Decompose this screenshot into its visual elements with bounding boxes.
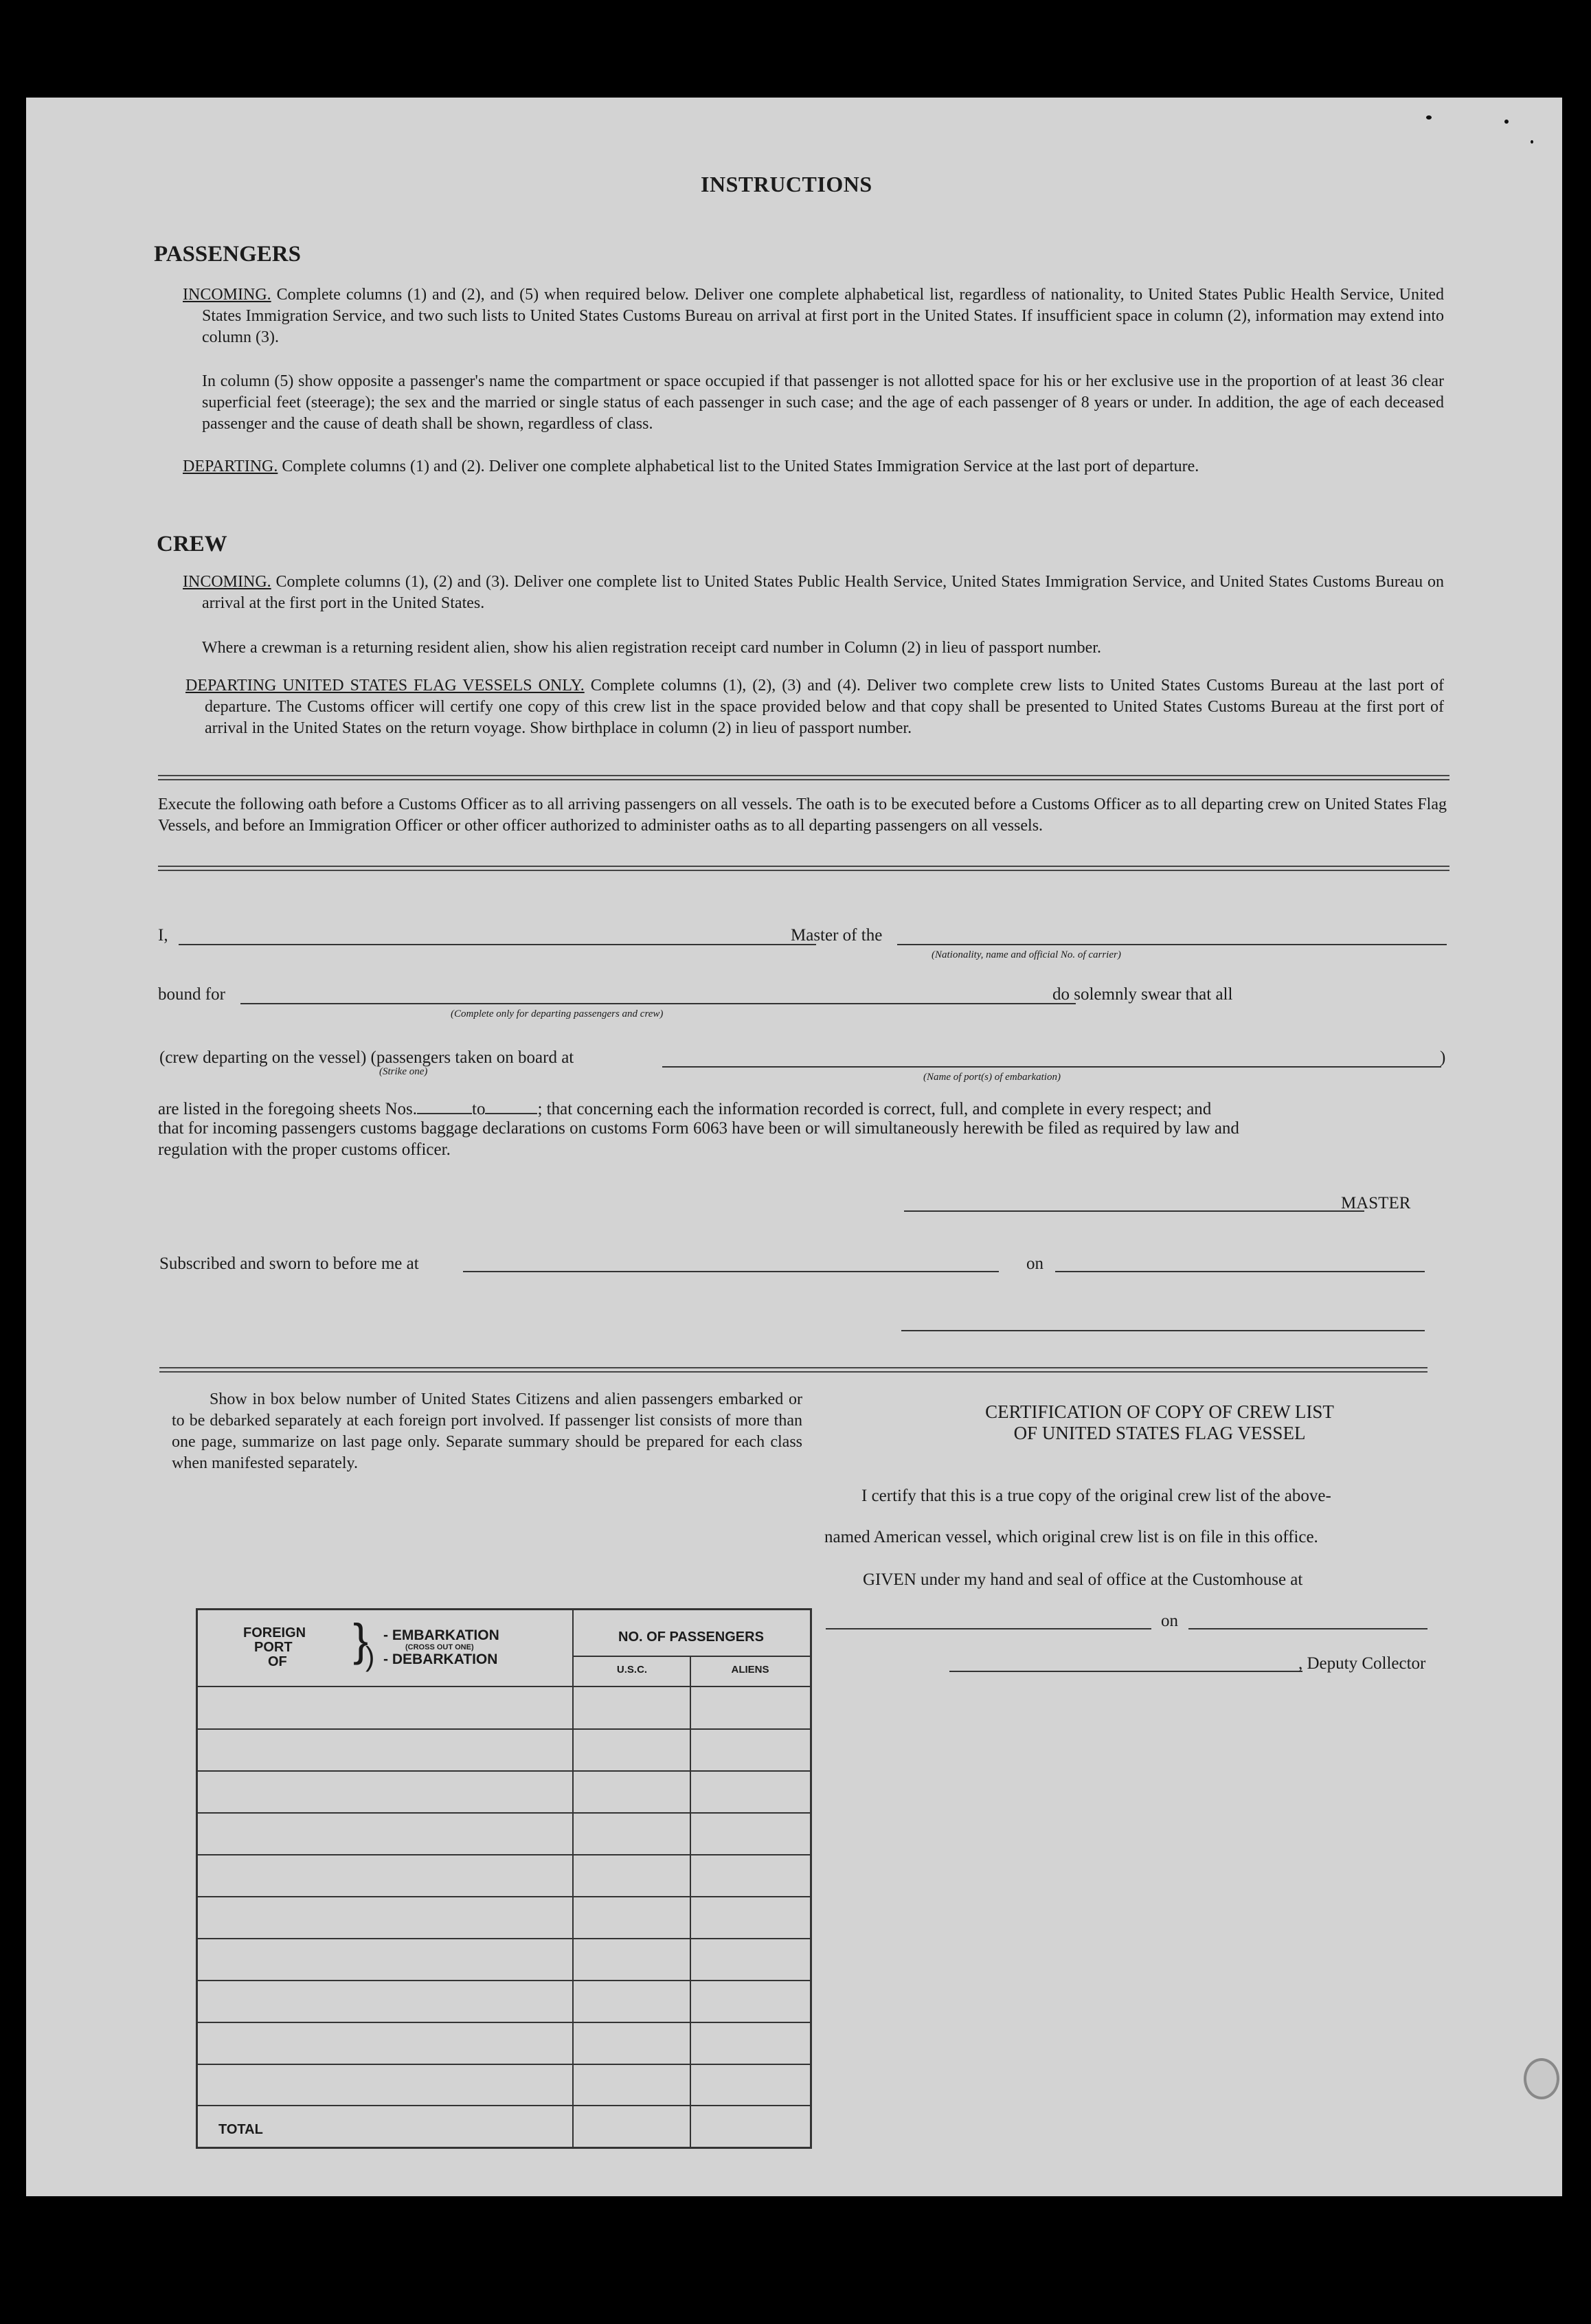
cert-date-field[interactable]	[1188, 1628, 1428, 1629]
cross-out-label: (CROSS OUT ONE)	[405, 1643, 474, 1651]
certification-title-line1: CERTIFICATION OF COPY OF CREW LIST	[985, 1401, 1334, 1422]
ports-caption: (Name of port(s) of embarkation)	[923, 1072, 1061, 1083]
table-row	[198, 1686, 810, 1687]
aliens-header: ALIENS	[731, 1664, 769, 1676]
passengers-departing-instructions	[183, 456, 1444, 477]
certify-line1: I certify that this is a true copy of the original crew list of the above-	[861, 1487, 1331, 1505]
passengers-column5-instructions: In column (5) show opposite a passenger's name the compartment or space occupied if that passenger is not allotted space for his or her exclusive use in the proportion of at least 36 clear superficial feet (steerage); the sex and the married or single status of each passenger in such case; and the age of each passenger of 8 years or under. In addition, the age of each deceased passenger and the cause of death shall be shown, regardless of class.	[202, 372, 1444, 433]
swear-label: do solemnly swear that all	[1052, 985, 1233, 1004]
deputy-signature-field[interactable]	[949, 1671, 1302, 1672]
crew-incoming-instructions	[183, 572, 1444, 614]
embarkation-label: - EMBARKATION	[383, 1627, 499, 1643]
sheet-to-field[interactable]	[485, 1098, 537, 1114]
table-column-divider	[572, 1610, 574, 2147]
of-label: OF	[268, 1654, 287, 1669]
listed-sheets-b: ; that concerning each the information recorded is correct, full, and complete in every respect; and	[537, 1100, 1212, 1118]
listed-sheets-text	[158, 1098, 1211, 1119]
crew-passengers-label: (crew departing on the vessel) (passengers taken on board at	[159, 1048, 574, 1067]
passengers-incoming-text: Complete columns (1) and (2), and (5) when required below. Deliver one complete alphabetical list, regardless of nationality, to United States Public Health Service, United States Immigration Service, and two such lists to United States Customs Bureau on arrival at first port in the United States. If insufficient space in column (2), information may extend into column (3).	[202, 286, 1444, 346]
passengers-departing-lead: DEPARTING.	[183, 458, 278, 475]
crew-resident-instructions: Where a crewman is a returning resident alien, show his alien registration receipt card number in Column (2) in lieu of passport number.	[202, 639, 1101, 657]
embarkation-ports-field[interactable]	[662, 1066, 1441, 1068]
deputy-collector-label: , Deputy Collector	[1298, 1654, 1426, 1673]
summary-instructions: Show in box below number of United States Citizens and alien passengers embarked or to be debarked separately at each foreign port involved. If passenger list consists of more than one page, summarize on last page only. Separate summary should be prepared for each class when manifested separately.	[172, 1390, 802, 1472]
scan-speck	[1426, 115, 1432, 120]
table-row	[198, 1938, 810, 1939]
crew-departing-lead: DEPARTING UNITED STATES FLAG VESSELS ONLY.	[185, 677, 585, 695]
scan-speck	[1531, 140, 1533, 144]
master-of-label: Master of the	[791, 926, 883, 945]
nationality-caption: (Nationality, name and official No. of carrier)	[932, 949, 1121, 960]
subscribed-label: Subscribed and sworn to before me at	[159, 1254, 419, 1273]
certify-line2: named American vessel, which original crew list is on file in this office.	[824, 1528, 1318, 1546]
crew-departing-instructions	[185, 675, 1444, 739]
listed-sheets-to: to	[472, 1100, 486, 1118]
passengers-incoming-instructions	[183, 284, 1444, 348]
officer-signature-field[interactable]	[901, 1330, 1425, 1331]
listed-sheets-line3: regulation with the proper customs officer.	[158, 1140, 451, 1159]
usc-header: U.S.C.	[616, 1664, 648, 1676]
total-label: TOTAL	[218, 2122, 263, 2137]
certification-title-line2: OF UNITED STATES FLAG VESSEL	[1013, 1423, 1306, 1443]
bound-for-label: bound for	[158, 985, 225, 1004]
sworn-on-label: on	[1026, 1254, 1043, 1273]
customhouse-field[interactable]	[826, 1628, 1151, 1629]
crew-departing-text: Complete columns (1), (2), (3) and (4). Deliver two complete crew lists to United States Customs Bureau at the last port of departure. The Customs officer will certify one copy of this crew list in the space provided below and that copy shall be presented to United States Customs Bureau at the first port of arrival in the United States on the return voyage. Show birthplace in column (2) in lieu of passport number.	[205, 677, 1444, 737]
table-header-divider	[572, 1656, 810, 1657]
master-name-field[interactable]	[179, 944, 816, 945]
port-label: PORT	[254, 1640, 293, 1655]
strike-one-caption: (Strike one)	[379, 1066, 428, 1077]
certification-title	[830, 1401, 1489, 1444]
cert-on-label: on	[1161, 1612, 1178, 1630]
close-paren: )	[1440, 1048, 1446, 1067]
complete-only-caption: (Complete only for departing passengers and crew)	[451, 1008, 664, 1019]
master-label: MASTER	[1341, 1194, 1411, 1212]
sworn-at-field[interactable]	[463, 1271, 999, 1272]
carrier-field[interactable]	[897, 944, 1447, 945]
header-brace: }	[353, 1614, 369, 1665]
scan-speck	[1504, 120, 1509, 124]
no-passengers-header: NO. OF PASSENGERS	[618, 1629, 764, 1645]
passengers-incoming-lead: INCOMING.	[183, 286, 271, 304]
sworn-date-field[interactable]	[1055, 1271, 1425, 1272]
foreign-label: FOREIGN	[243, 1625, 306, 1640]
section-divider	[158, 866, 1449, 871]
bound-for-field[interactable]	[240, 1003, 1076, 1004]
header-brace: )	[365, 1642, 375, 1672]
listed-sheets-a: are listed in the foregoing sheets Nos.	[158, 1100, 417, 1118]
crew-heading: CREW	[157, 532, 227, 556]
given-label: GIVEN under my hand and seal of office at the Customhouse at	[863, 1570, 1303, 1589]
table-row	[198, 1770, 810, 1772]
listed-sheets-line2: that for incoming passengers customs baggage declarations on customs Form 6063 have been or will simultaneously herewith be filed as required by law and	[158, 1119, 1239, 1138]
form-page	[26, 98, 1562, 2196]
crew-incoming-lead: INCOMING.	[183, 573, 271, 591]
passenger-summary-table	[196, 1608, 812, 2149]
table-row	[198, 2105, 810, 2106]
table-row	[198, 1728, 810, 1730]
passengers-heading: PASSENGERS	[154, 242, 301, 267]
oath-i-label: I,	[158, 926, 168, 945]
paper-stain	[1524, 2058, 1559, 2099]
master-signature-field[interactable]	[904, 1210, 1364, 1212]
table-row	[198, 2064, 810, 2065]
oath-instructions: Execute the following oath before a Customs Officer as to all arriving passengers on all vessels. The oath is to be executed before a Customs Officer as to all departing crew on United States Flag Vessels, and before an Immigration Officer or other officer authorized to administer oaths as to all departing passengers on all vessels.	[158, 796, 1447, 835]
section-divider	[158, 775, 1449, 780]
crew-incoming-text: Complete columns (1), (2) and (3). Deliver one complete list to United States Public Health Service, United States Immigration Service, and United States Customs Bureau on arrival at the first port in the United States.	[202, 573, 1444, 612]
page-title: INSTRUCTIONS	[701, 172, 872, 196]
table-row	[198, 1896, 810, 1897]
table-row	[198, 1812, 810, 1814]
table-row	[198, 1854, 810, 1855]
table-row	[198, 2022, 810, 2023]
section-divider	[159, 1367, 1428, 1373]
debarkation-label: - DEBARKATION	[383, 1651, 498, 1667]
passengers-departing-text: Complete columns (1) and (2). Deliver one complete alphabetical list to the United States Immigration Service at the last port of departure.	[282, 458, 1199, 475]
table-row	[198, 1980, 810, 1981]
sheet-from-field[interactable]	[417, 1098, 472, 1114]
